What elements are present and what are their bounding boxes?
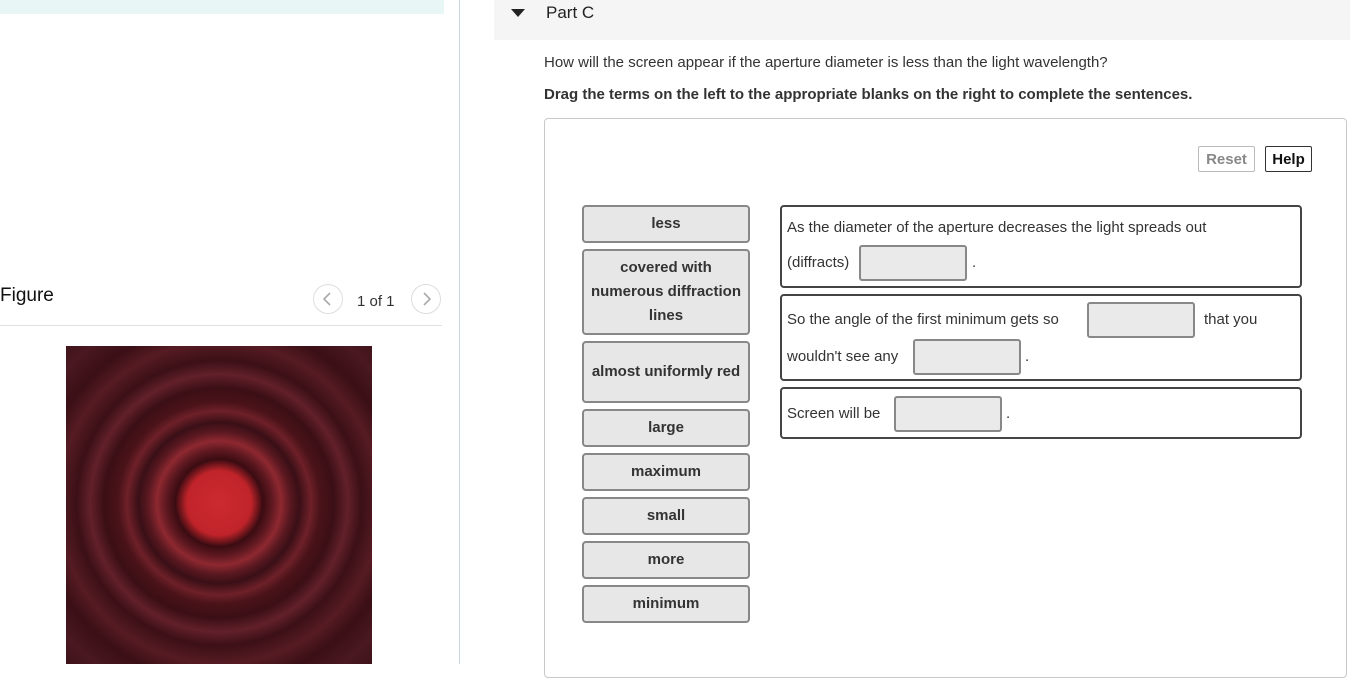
- sentence-2-text-line1-end: that you: [1204, 311, 1258, 328]
- figure-divider: [0, 325, 442, 326]
- sentence-1-text-line2: (diffracts): [787, 254, 850, 271]
- drop-blank-4[interactable]: [894, 396, 1002, 432]
- figure-title: Figure: [0, 285, 54, 306]
- left-pane: [0, 0, 460, 664]
- drop-blank-1[interactable]: [859, 245, 967, 281]
- sentence-3-text: Screen will be: [787, 405, 881, 422]
- term-more[interactable]: more: [582, 541, 750, 579]
- help-button[interactable]: Help: [1265, 146, 1312, 172]
- term-less[interactable]: less: [582, 205, 750, 243]
- chevron-left-icon: [322, 292, 334, 306]
- sentence-2-period: .: [1025, 348, 1030, 365]
- pane-divider: [459, 0, 460, 664]
- term-almost-uniformly-red[interactable]: almost uniformly red: [582, 341, 750, 403]
- diffraction-pattern-image: [66, 346, 372, 664]
- caret-down-icon[interactable]: [510, 7, 526, 19]
- sentence-1-text-line1: As the diameter of the aperture decreases the light spreads out: [787, 219, 1207, 236]
- part-title: Part C: [546, 3, 595, 22]
- term-covered-with-numerous-diffraction-lines[interactable]: covered with numerous diffraction lines: [582, 249, 750, 335]
- term-maximum[interactable]: maximum: [582, 453, 750, 491]
- sentence-2: [780, 294, 1302, 381]
- sentence-2-text-line2: wouldn't see any: [787, 348, 899, 365]
- reset-button[interactable]: Reset: [1198, 146, 1255, 172]
- sentence-1-period: .: [972, 254, 977, 271]
- sentence-2-text-line1: So the angle of the first minimum gets so: [787, 311, 1059, 328]
- instruction-text: Drag the terms on the left to the appropriate blanks on the right to complete the sentences.: [544, 86, 1193, 103]
- drop-blank-2[interactable]: [1087, 302, 1195, 338]
- part-header[interactable]: [494, 0, 1350, 40]
- term-minimum[interactable]: minimum: [582, 585, 750, 623]
- figure-page-count: 1 of 1: [357, 293, 395, 310]
- question-text: How will the screen appear if the aperture diameter is less than the light wavelength?: [544, 54, 1108, 71]
- drop-blank-3[interactable]: [913, 339, 1021, 375]
- term-large[interactable]: large: [582, 409, 750, 447]
- sentence-3-period: .: [1006, 405, 1011, 422]
- chevron-right-icon: [420, 292, 432, 306]
- previous-figure-button[interactable]: [313, 284, 343, 314]
- next-figure-button[interactable]: [411, 284, 441, 314]
- left-top-band: [0, 0, 444, 14]
- term-small[interactable]: small: [582, 497, 750, 535]
